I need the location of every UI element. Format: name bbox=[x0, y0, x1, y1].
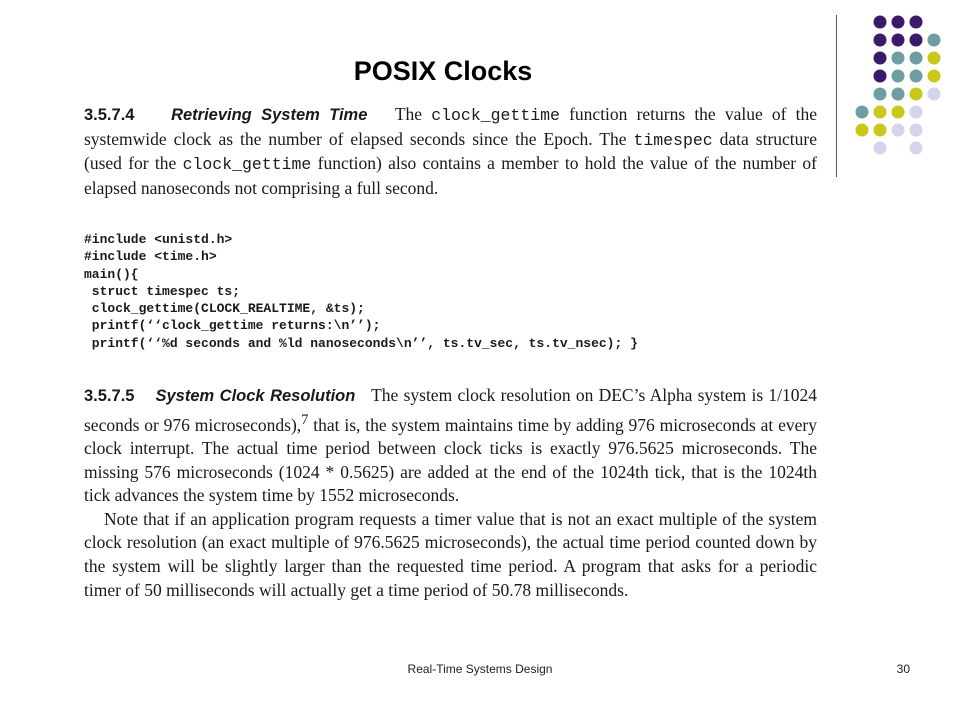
code-inline: timespec bbox=[633, 130, 713, 150]
decorative-dot bbox=[892, 88, 905, 101]
decorative-dot bbox=[910, 16, 923, 29]
decorative-dot bbox=[874, 142, 887, 155]
decorative-dot bbox=[910, 142, 923, 155]
decorative-dot bbox=[910, 124, 923, 137]
decorative-dot bbox=[856, 106, 869, 119]
decorative-dot bbox=[928, 70, 941, 83]
decorative-dot bbox=[910, 70, 923, 83]
decorative-dot bbox=[874, 16, 887, 29]
decorative-dot bbox=[874, 34, 887, 47]
decorative-dot bbox=[928, 34, 941, 47]
decorative-vertical-rule bbox=[836, 15, 837, 177]
section-2-text: The system clock resolution on DEC’s Alpha system is 1/1024 seconds or 976 microseconds), bbox=[84, 385, 818, 435]
section-2-number: 3.5.7.5 bbox=[84, 387, 135, 405]
decorative-dot bbox=[910, 34, 923, 47]
decorative-dot bbox=[892, 70, 905, 83]
decorative-dot bbox=[892, 34, 905, 47]
section-1-text: The bbox=[394, 104, 432, 124]
section-2-paragraph bbox=[84, 384, 817, 508]
decorative-dot bbox=[928, 52, 941, 65]
decorative-dot bbox=[874, 106, 887, 119]
decorative-dot bbox=[892, 106, 905, 119]
section-1-text: data structure (used for the bbox=[84, 128, 817, 174]
decorative-dot bbox=[874, 88, 887, 101]
footer-text: Real-Time Systems Design bbox=[407, 662, 553, 676]
section-1-text: function returns the value of the systemwide clock as the number of elapsed seconds since the Epoch. The bbox=[84, 104, 817, 149]
section-2-paragraph-2: Note that if an application program requests a timer value that is not an exact multiple of the system clock resolution (an exact multiple of 976.5625 microseconds), the actual time period counted down by the system will be slightly larger than the requested time period. A program that asks for a periodic timer of 50 milliseconds will actually get a time period of 50.78 milliseconds. bbox=[84, 508, 817, 600]
decorative-dot bbox=[874, 124, 887, 137]
decorative-dot bbox=[892, 124, 905, 137]
section-1-number: 3.5.7.4 bbox=[84, 106, 135, 124]
section-1-paragraph bbox=[84, 103, 817, 200]
decorative-dot bbox=[892, 16, 905, 29]
code-inline: clock_gettime bbox=[431, 106, 560, 125]
decorative-dot bbox=[856, 124, 869, 137]
footnote-marker: 7 bbox=[301, 411, 309, 428]
section-retrieving-system-time bbox=[84, 103, 817, 200]
section-system-clock-resolution bbox=[84, 384, 817, 602]
decorative-dot bbox=[910, 52, 923, 65]
decorative-dot bbox=[910, 106, 923, 119]
slide-title: POSIX Clocks bbox=[353, 56, 533, 86]
section-1-text: function) also contains a member to hold the value of the number of elapsed nanoseconds not comprising a full second. bbox=[84, 153, 817, 198]
code-inline: clock_gettime bbox=[182, 155, 312, 175]
page-number: 30 bbox=[896, 662, 910, 676]
section-2-text: that is, the system maintains time by adding 976 microseconds at every clock interrupt. The actual time period between clock ticks is exactly 976.5625 microseconds. The missing 576 microseconds (1024 * 0.5625) are added at the end of the 1024th tick, that is the 1024th tick advances the system time by 1552 microseconds. bbox=[84, 414, 817, 506]
decorative-dot bbox=[910, 88, 923, 101]
section-1-title: Retrieving System Time bbox=[171, 106, 368, 124]
code-listing: #include <unistd.h> #include <time.h> main(){ struct timespec ts; clock_gettime(CLOCK_REALTIME, &ts); printf(‘‘clock_gettime returns:\n’’); printf(‘‘%d seconds and %ld nanoseconds\n’’, ts.tv_sec, ts.tv_nsec); } bbox=[84, 232, 638, 351]
decorative-dot bbox=[892, 52, 905, 65]
decorative-dot bbox=[928, 88, 941, 101]
section-2-title: System Clock Resolution bbox=[155, 387, 356, 405]
